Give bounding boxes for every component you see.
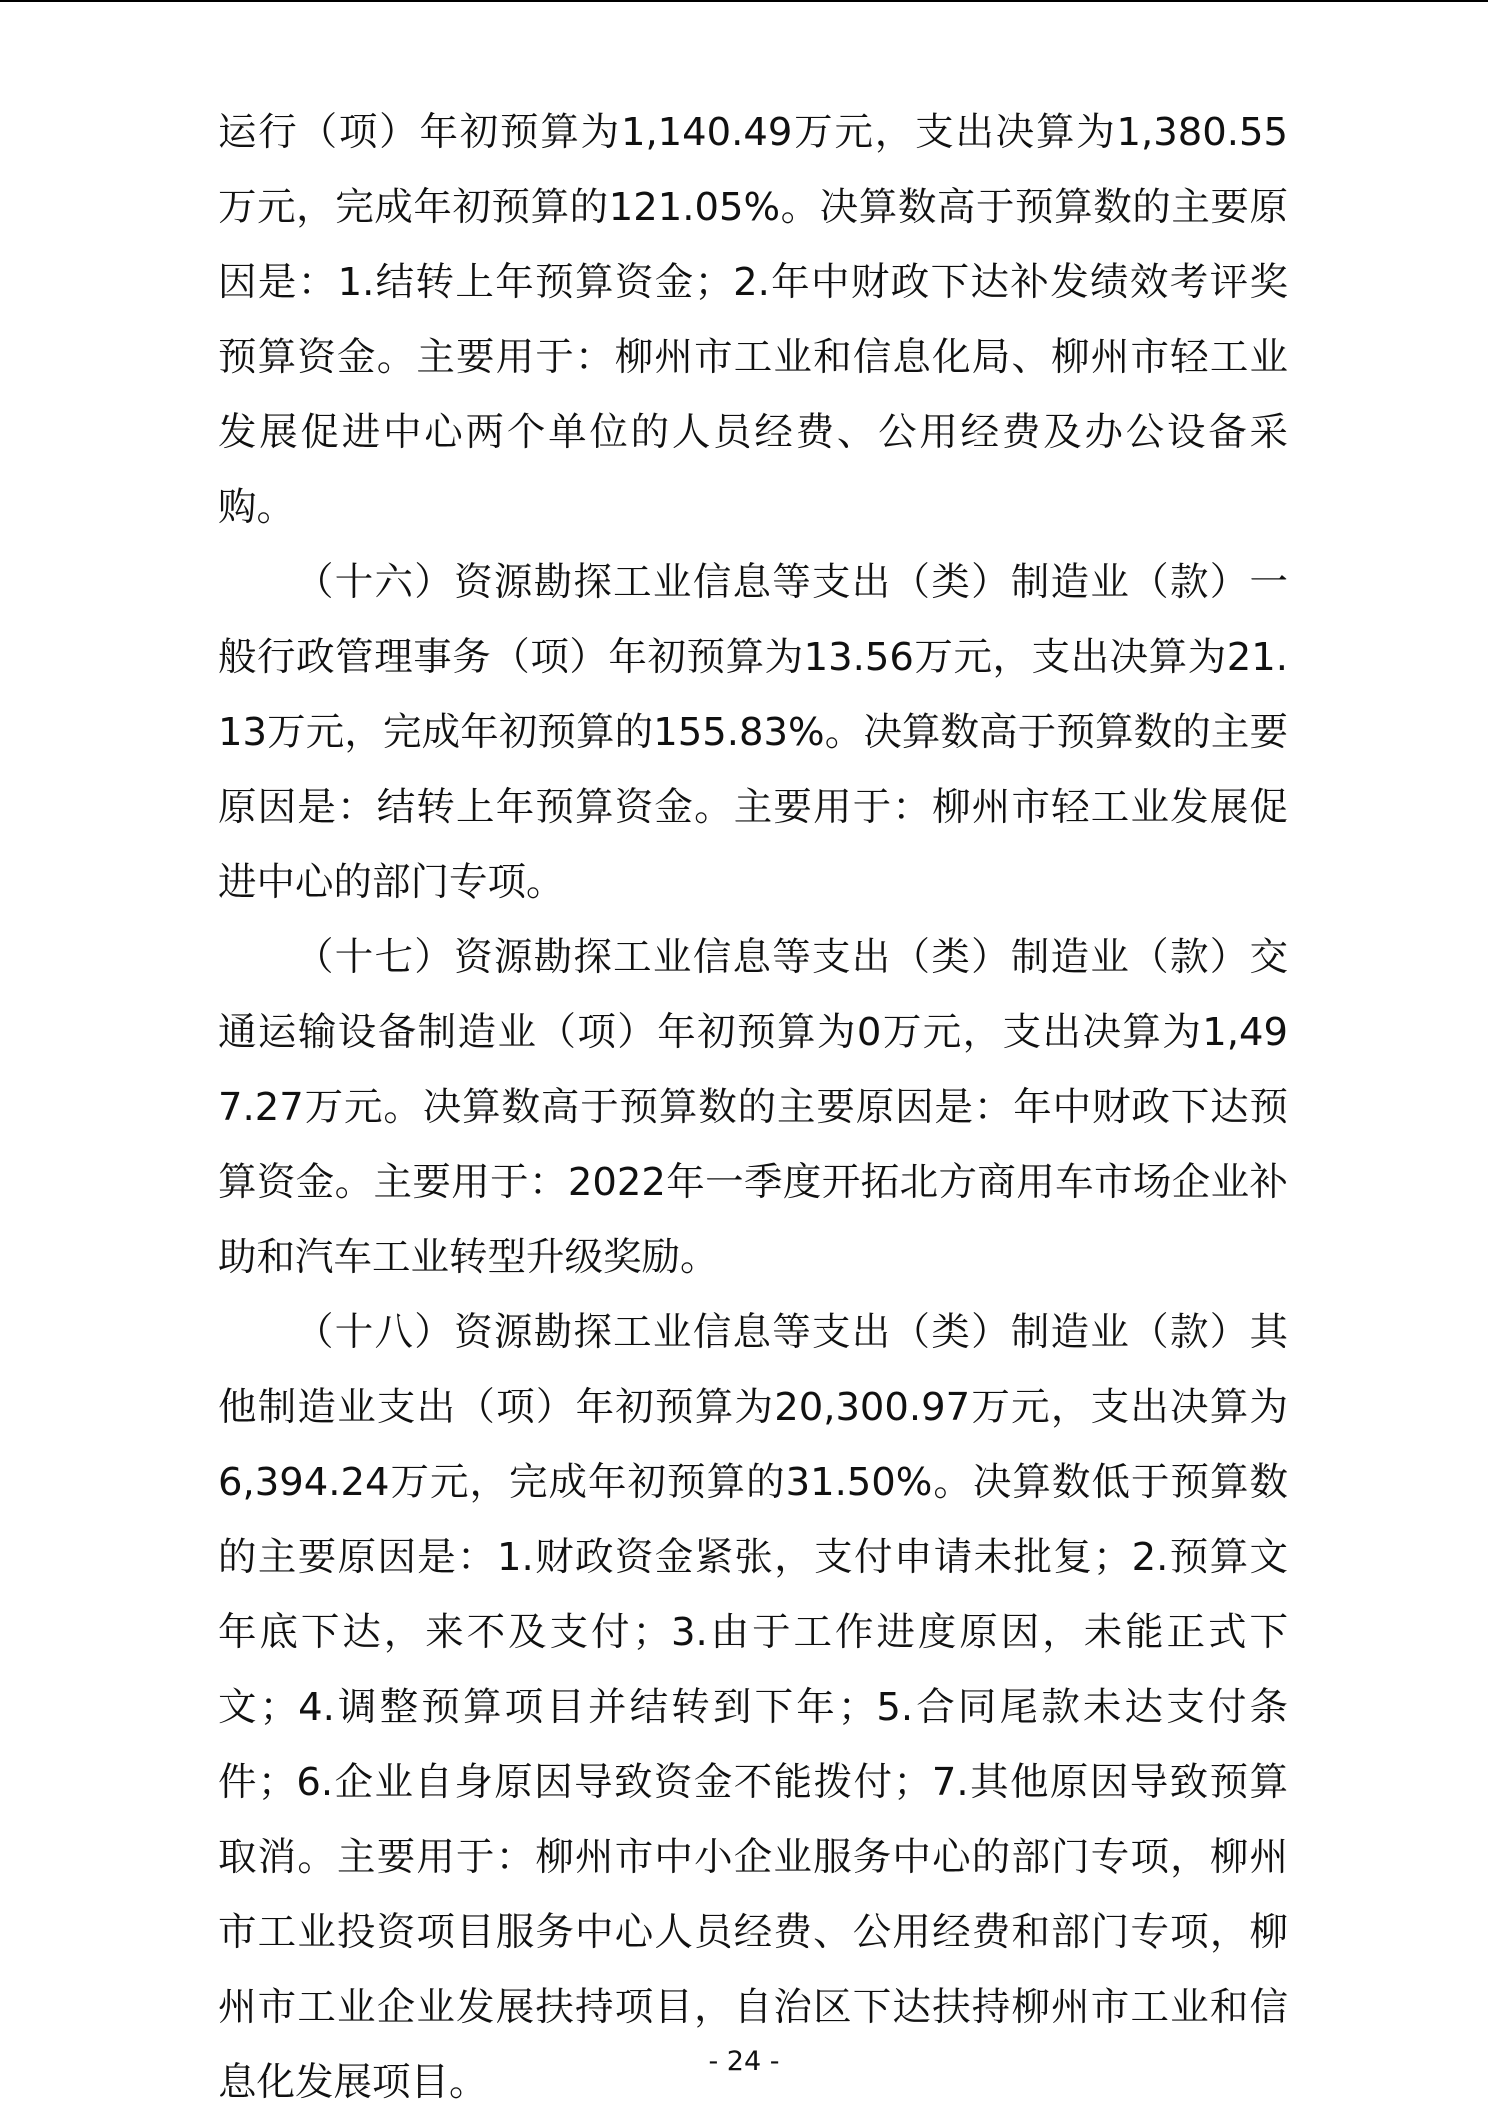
page-number: - 24 - (708, 2046, 780, 2077)
document-body (218, 95, 1288, 2120)
paragraph-item-17: （十七）资源勘探工业信息等支出（类）制造业（款）交通运输设备制造业（项）年初预算为0万元，支出决算为1,497.27万元。决算数高于预算数的主要原因是：年中财政下达预算资金。主要用于：2022年一季度开拓北方商用车市场企业补助和汽车工业转型升级奖励。 (218, 935, 1288, 1280)
paragraph-item-18: （十八）资源勘探工业信息等支出（类）制造业（款）其他制造业支出（项）年初预算为20,300.97万元，支出决算为6,394.24万元，完成年初预算的31.50%。决算数低于预算数的主要原因是：1.财政资金紧张，支付申请未批复；2.预算文年底下达，来不及支付；3.由于工作进度原因，未能正式下文；4.调整预算项目并结转到下年；5.合同尾款未达支付条件；6.企业自身原因导致资金不能拨付；7.其他原因导致预算取消。主要用于：柳州市中小企业服务中心的部门专项，柳州市工业投资项目服务中心人员经费、公用经费和部门专项，柳州市工业企业发展扶持项目，自治区下达扶持柳州市工业和信息化发展项目。 (218, 1310, 1288, 2105)
paragraph-item-16: （十六）资源勘探工业信息等支出（类）制造业（款）一般行政管理事务（项）年初预算为13.56万元，支出决算为21.13万元，完成年初预算的155.83%。决算数高于预算数的主要原因是：结转上年预算资金。主要用于：柳州市轻工业发展促进中心的部门专项。 (218, 560, 1288, 905)
paragraph-item-15-continued: 运行（项）年初预算为1,140.49万元，支出决算为1,380.55万元，完成年初预算的121.05%。决算数高于预算数的主要原因是：1.结转上年预算资金；2.年中财政下达补发绩效考评奖预算资金。主要用于：柳州市工业和信息化局、柳州市轻工业发展促进中心两个单位的人员经费、公用经费及办公设备采购。 (218, 110, 1288, 530)
